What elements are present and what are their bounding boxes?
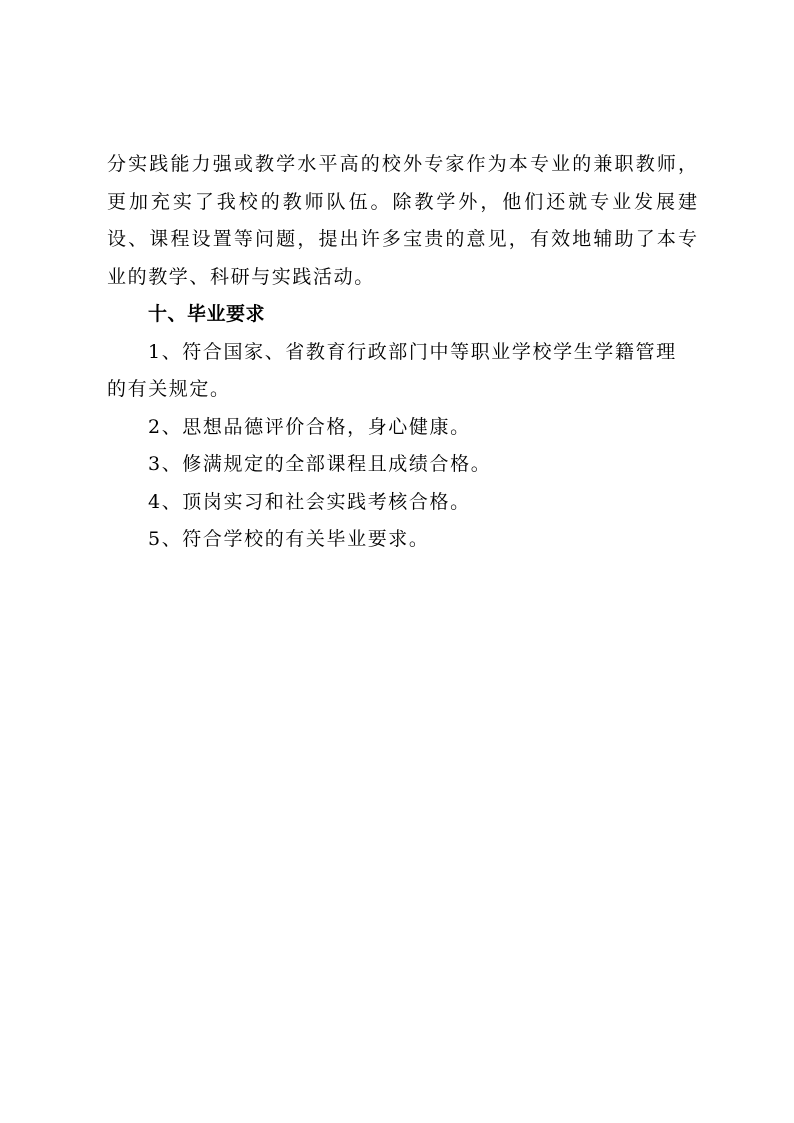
requirement-item-5: 5、符合学校的有关毕业要求。 [148, 528, 430, 550]
requirement-item-1-line-1: 1、符合国家、省教育行政部门中等职业学校学生学籍管理 [148, 340, 677, 363]
paragraph-line: 业的教学、科研与实践活动。 [107, 265, 375, 288]
section-heading: 十、毕业要求 [148, 303, 266, 325]
paragraph-line: 更加充实了我校的教师队伍。除教学外，他们还就专业发展建 [107, 190, 697, 213]
paragraph-line: 分实践能力强或教学水平高的校外专家作为本专业的兼职教师， [107, 153, 697, 175]
requirement-item-3: 3、修满规定的全部课程且成绩合格。 [148, 453, 492, 475]
requirement-item-2: 2、思想品德评价合格，身心健康。 [148, 415, 471, 438]
page-content [107, 146, 697, 559]
requirement-item-4: 4、顶岗实习和社会实践考核合格。 [148, 490, 471, 513]
paragraph-line: 设、课程设置等问题，提出许多宝贵的意见，有效地辅助了本专 [107, 228, 697, 250]
requirement-item-1-line-2: 的有关规定。 [107, 378, 231, 400]
